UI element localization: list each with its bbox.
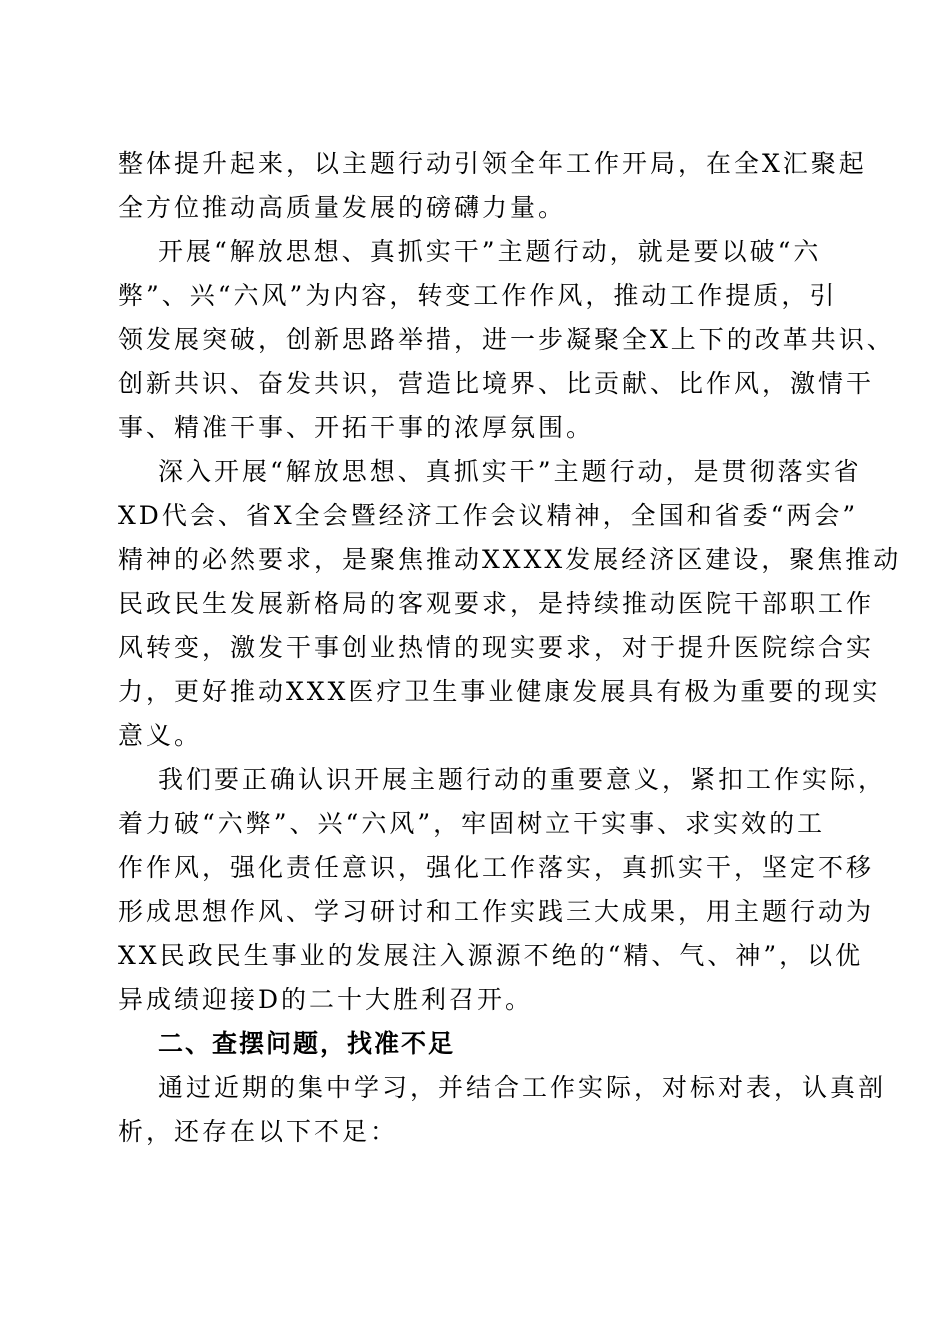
text-line: 着力破“六弊”、兴“六风”，牢固树立干实事、求实效的工 <box>118 809 826 838</box>
text-line: 作作风，强化责任意识，强化工作落实，真抓实干，坚定不移 <box>118 853 875 882</box>
text-line: 精神的必然要求，是聚焦推动XXXX发展经济区建设，聚焦推动 <box>118 545 902 574</box>
paragraph-start-line: 开展“解放思想、真抓实干”主题行动，就是要以破“六 <box>158 237 822 266</box>
text-line: XX民政民生事业的发展注入源源不绝的“精、气、神”，以优 <box>118 941 864 970</box>
text-line: 形成思想作风、学习研讨和工作实践三大成果，用主题行动为 <box>118 897 875 926</box>
text-line: 异成绩迎接D的二十大胜利召开。 <box>118 985 534 1014</box>
text-line: 领发展突破，创新思路举措，进一步凝聚全X上下的改革共识、 <box>118 325 895 354</box>
paragraph-start-line: 深入开展“解放思想、真抓实干”主题行动，是贯彻落实省 <box>158 457 862 486</box>
text-line: 全方位推动高质量发展的磅礴力量。 <box>118 193 567 222</box>
paragraph-start-line: 通过近期的集中学习，并结合工作实际，对标对表，认真剖 <box>158 1073 887 1102</box>
text-line: 力，更好推动XXX医疗卫生事业健康发展具有极为重要的现实 <box>118 677 881 706</box>
text-line: 析，还存在以下不足： <box>118 1117 399 1146</box>
section-heading: 二、查摆问题，找准不足 <box>158 1029 456 1058</box>
text-line: 意义。 <box>118 721 203 750</box>
text-line: 创新共识、奋发共识，营造比境界、比贡献、比作风，激情干 <box>118 369 875 398</box>
text-line: 整体提升起来，以主题行动引领全年工作开局，在全X汇聚起 <box>118 149 867 178</box>
text-line: 民政民生发展新格局的客观要求，是持续推动医院干部职工作 <box>118 589 875 618</box>
text-line: 弊”、兴“六风”为内容，转变工作作风，推动工作提质，引 <box>118 281 838 310</box>
paragraph-start-line: 我们要正确认识开展主题行动的重要意义，紧扣工作实际， <box>158 765 887 794</box>
text-line: 事、精准干事、开拓干事的浓厚氛围。 <box>118 413 595 442</box>
text-line: XD代会、省X全会暨经济工作会议精神，全国和省委“两会” <box>118 501 859 530</box>
text-line: 风转变，激发干事创业热情的现实要求，对于提升医院综合实 <box>118 633 875 662</box>
